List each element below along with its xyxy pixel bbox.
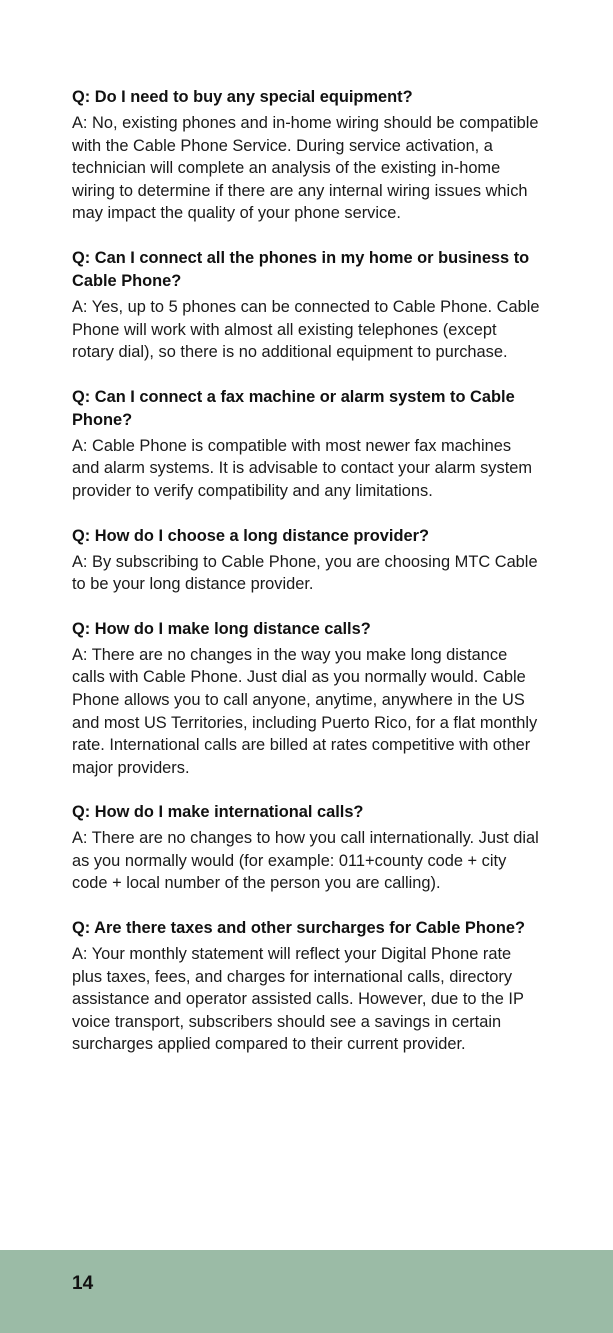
faq-answer: A: By subscribing to Cable Phone, you are choosing MTC Cable to be your long distance provider.	[72, 552, 538, 594]
faq-answer: A: No, existing phones and in-home wiring should be compatible with the Cable Phone Service. During service activation, a technician will complete an analysis of the existing in-home wiring to determine if there are any internal wiring issues which may impact the quality of your phone service.	[72, 114, 539, 223]
faq-item-fax-alarm	[72, 386, 542, 503]
faq-answer: A: Yes, up to 5 phones can be connected to Cable Phone. Cable Phone will work with almost all existing telephones (except rotary dial), so there is no additional equipment to purchase.	[72, 297, 540, 362]
page-number: 14	[72, 1273, 94, 1294]
faq-answer: A: Your monthly statement will reflect your Digital Phone rate plus taxes, fees, and charges for international calls, directory assistance and operator assisted calls. However, due to the IP voice transport, subscribers should see a savings in certain surcharges applied compared to their current provider.	[72, 945, 524, 1054]
page-footer-band	[0, 1250, 613, 1333]
faq-item-connect-phones	[72, 247, 542, 364]
faq-answer: A: There are no changes to how you call internationally. Just dial as you normally would (for example: 011+county code + city code + local number of the person you are calling).	[72, 829, 539, 893]
faq-question: Q: Are there taxes and other surcharges for Cable Phone?	[72, 919, 525, 938]
faq-item-equipment	[72, 86, 542, 225]
faq-question: Q: Can I connect all the phones in my home or business to Cable Phone?	[72, 248, 530, 290]
faq-question: Q: Do I need to buy any special equipment?	[72, 88, 413, 106]
faq-question: Q: How do I choose a long distance provider?	[72, 526, 429, 545]
faq-item-long-distance-calls	[72, 618, 542, 780]
faq-question: Q: Can I connect a fax machine or alarm system to Cable Phone?	[72, 387, 515, 429]
faq-question: Q: How do I make long distance calls?	[72, 619, 371, 638]
faq-answer: A: Cable Phone is compatible with most newer fax machines and alarm systems. It is advisable to contact your alarm system provider to verify compatibility and any limitations.	[72, 436, 533, 500]
faq-item-international-calls	[72, 801, 542, 895]
faq-content	[72, 86, 542, 1078]
faq-item-long-distance-provider	[72, 525, 542, 596]
faq-answer: A: There are no changes in the way you make long distance calls with Cable Phone. Just dial as you normally would. Cable Phone allows you to call anyone, anytime, anywhere in the US and most US Territories, including Puerto Rico, for a flat monthly rate. International calls are billed at rates competitive with other major providers.	[72, 645, 538, 777]
faq-item-taxes-surcharges	[72, 917, 542, 1056]
faq-question: Q: How do I make international calls?	[72, 803, 364, 822]
